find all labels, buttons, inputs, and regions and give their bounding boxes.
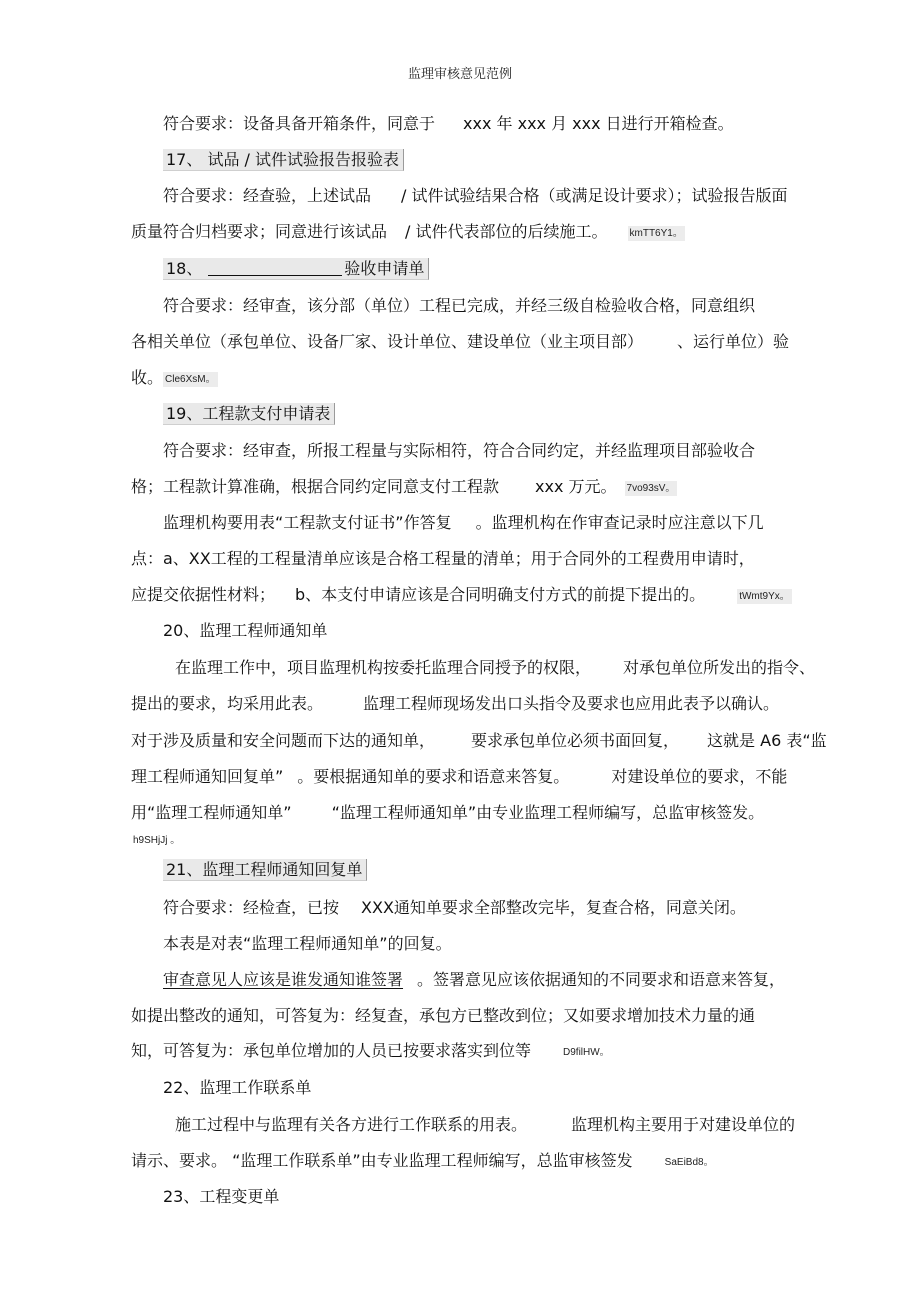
s19-line1: 符合要求：经审查，所报工程量与实际相符，符合合同约定，并经监理项目部验收合 [163, 441, 756, 460]
s18-heading: 18、 验收申请单 [163, 258, 429, 280]
s16-line1: 符合要求：设备具备开箱条件，同意于 xxx 年 xxx 月 xxx 日进行开箱检查。 [163, 114, 734, 133]
s19-ref-code-1: 7vo93sV。 [626, 483, 676, 494]
s17-ref-code: kmTT6Y1。 [629, 228, 683, 239]
s17-heading: 17、 试品 / 试件试验报告报验表 [163, 149, 404, 171]
s20-line5: 用“监理工程师通知单” “监理工程师通知单”由专业监理工程师编写，总监审核签发。 [131, 803, 765, 822]
s17-line1: 符合要求：经查验，上述试品 / 试件试验结果合格（或满足设计要求）；试验报告版面 [163, 186, 788, 205]
s19-line2: 格；工程款计算准确，根据合同约定同意支付工程款 xxx 万元。 7vo93sV。 [131, 477, 676, 496]
s21-ref-code: D9filHW。 [563, 1047, 610, 1058]
s22-line2: 请示、要求。 “监理工作联系单”由专业监理工程师编写，总监审核签发 SaEiBd8。 [131, 1151, 714, 1170]
s20-line3: 对于涉及质量和安全问题而下达的通知单， 要求承包单位必须书面回复， 这就是 A6 表“监 [131, 731, 827, 750]
s21-line5: 知，可答复为：承包单位增加的人员已按要求落实到位等 D9filHW。 [131, 1041, 610, 1060]
s19-line3: 监理机构要用表“工程款支付证书”作答复 。监理机构在作审查记录时应注意以下几 [163, 513, 764, 532]
s17-line2: 质量符合归档要求；同意进行该试品 / 试件代表部位的后续施工。 kmTT6Y1。 [131, 222, 683, 241]
page-header-title: 监理审核意见范例 [407, 67, 512, 82]
s21-line4: 如提出整改的通知，可答复为：经复查，承包方已整改到位；又如要求增加技术力量的通 [131, 1006, 756, 1025]
s21-line1: 符合要求：经检查，已按 XXX通知单要求全部整改完毕，复查合格，同意关闭。 [163, 898, 746, 917]
s20-line4: 理工程师通知回复单” 。要根据通知单的要求和语意来答复。 对建设单位的要求，不能 [131, 767, 788, 786]
s20-ref-code: h9SHjJj 。 [133, 835, 181, 846]
s22-line1: 施工过程中与监理有关各方进行工作联系的用表。 监理机构主要用于对建设单位的 [175, 1115, 796, 1134]
s20-line2: 提出的要求，均采用此表。 监理工程师现场发出口头指令及要求也应用此表予以确认。 [131, 694, 780, 713]
s18-line1: 符合要求：经审查，该分部（单位）工程已完成，并经三级自检验收合格，同意组织 [163, 296, 756, 315]
s20-line1: 在监理工作中，项目监理机构按委托监理合同授予的权限， 对承包单位所发出的指令、 [175, 658, 816, 677]
s19-ref-code-2: tWmt9Yx。 [739, 591, 790, 602]
s22-ref-code: SaEiBd8。 [664, 1157, 714, 1168]
s19-heading: 19、工程款支付申请表 [163, 403, 335, 425]
s18-line2: 各相关单位（承包单位、设备厂家、设计单位、建设单位（业主项目部） 、运行单位）验 [131, 332, 790, 351]
s18-ref-code: Cle6XsM。 [165, 374, 216, 385]
s20-heading: 20、监理工程师通知单 [163, 621, 328, 640]
s22-heading: 22、监理工作联系单 [163, 1078, 312, 1097]
s19-line4: 点：a、XX工程的工程量清单应该是合格工程量的清单；用于合同外的工程费用申请时， [131, 549, 755, 568]
s21-line3: 审查意见人应该是谁发通知谁签署 。签署意见应该依据通知的不同要求和语意来答复， [163, 970, 786, 989]
s21-line2: 本表是对表“监理工程师通知单”的回复。 [163, 934, 452, 953]
s19-line5: 应提交依据性材料； b、本支付申请应该是合同明确支付方式的前提下提出的。 tWmt9Yx。 [131, 585, 790, 604]
s18-line3: 收。 Cle6XsM。 [131, 368, 216, 387]
s23-heading: 23、工程变更单 [163, 1187, 280, 1206]
s21-heading: 21、监理工程师通知回复单 [163, 859, 367, 881]
s18-blank-line [208, 259, 342, 276]
s20-line6 [131, 828, 182, 852]
